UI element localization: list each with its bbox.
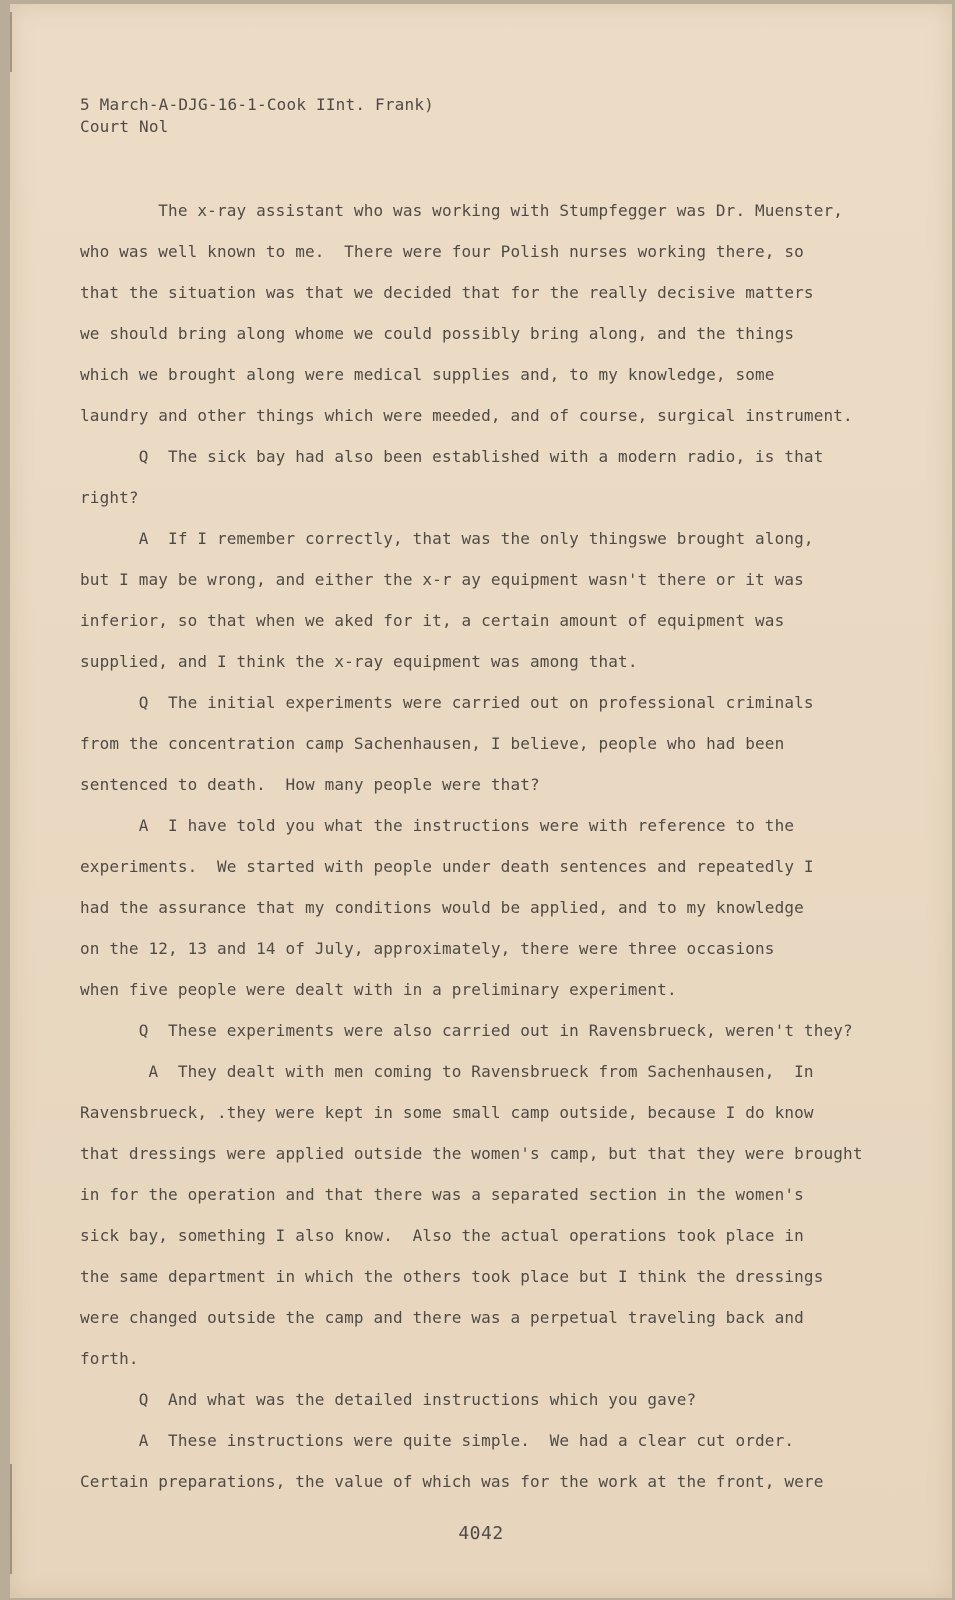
transcript-line: that dressings were applied outside the women's camp, but that they were brought bbox=[80, 1144, 863, 1163]
transcript-body bbox=[80, 190, 900, 1502]
page-edge-mark bbox=[10, 12, 12, 72]
transcript-line: The x-ray assistant who was working with Stumpfegger was Dr. Muenster, bbox=[80, 201, 844, 220]
document-header bbox=[80, 94, 434, 138]
transcript-line: in for the operation and that there was a separated section in the women's bbox=[80, 1185, 804, 1204]
page-number: 4042 bbox=[458, 1523, 504, 1544]
header-court-line: Court Nol bbox=[80, 117, 169, 136]
transcript-line: the same department in which the others took place but I think the dressings bbox=[80, 1267, 824, 1286]
transcript-line: that the situation was that we decided that for the really decisive matters bbox=[80, 283, 814, 302]
transcript-line: sick bay, something I also know. Also the actual operations took place in bbox=[80, 1226, 804, 1245]
transcript-line: we should bring along whome we could possibly bring along, and the things bbox=[80, 324, 795, 343]
transcript-line: Q These experiments were also carried out in Ravensbrueck, weren't they? bbox=[80, 1021, 853, 1040]
transcript-line: when five people were dealt with in a preliminary experiment. bbox=[80, 980, 677, 999]
transcript-line: which we brought along were medical supplies and, to my knowledge, some bbox=[80, 365, 775, 384]
transcript-line: sentenced to death. How many people were that? bbox=[80, 775, 540, 794]
transcript-line: Q The initial experiments were carried out on professional criminals bbox=[80, 693, 814, 712]
transcript-line: from the concentration camp Sachenhausen, I believe, people who had been bbox=[80, 734, 785, 753]
transcript-line: inferior, so that when we aked for it, a certain amount of equipment was bbox=[80, 611, 785, 630]
transcript-line: experiments. We started with people under death sentences and repeatedly I bbox=[80, 857, 814, 876]
document-page bbox=[10, 4, 952, 1598]
transcript-line: A I have told you what the instructions were with reference to the bbox=[80, 816, 795, 835]
transcript-line: Q And what was the detailed instructions which you gave? bbox=[80, 1390, 697, 1409]
transcript-line: forth. bbox=[80, 1349, 139, 1368]
transcript-line: had the assurance that my conditions would be applied, and to my knowledge bbox=[80, 898, 804, 917]
transcript-line: on the 12, 13 and 14 of July, approximately, there were three occasions bbox=[80, 939, 775, 958]
transcript-line: laundry and other things which were meeded, and of course, surgical instrument. bbox=[80, 406, 853, 425]
transcript-line: but I may be wrong, and either the x-r ay equipment wasn't there or it was bbox=[80, 570, 804, 589]
transcript-line: who was well known to me. There were four Polish nurses working there, so bbox=[80, 242, 804, 261]
header-reference-line: 5 March-A-DJG-16-1-Cook IInt. Frank) bbox=[80, 95, 434, 114]
transcript-line: Q The sick bay had also been established with a modern radio, is that bbox=[80, 447, 824, 466]
transcript-line: supplied, and I think the x-ray equipment was among that. bbox=[80, 652, 638, 671]
transcript-line: Ravensbrueck, .they were kept in some small camp outside, because I do know bbox=[80, 1103, 814, 1122]
transcript-line: were changed outside the camp and there was a perpetual traveling back and bbox=[80, 1308, 804, 1327]
page-edge-mark bbox=[10, 1464, 12, 1574]
transcript-line: A They dealt with men coming to Ravensbrueck from Sachenhausen, In bbox=[80, 1062, 814, 1081]
transcript-line: Certain preparations, the value of which was for the work at the front, were bbox=[80, 1472, 824, 1491]
transcript-line: A These instructions were quite simple. We had a clear cut order. bbox=[80, 1431, 795, 1450]
transcript-line: right? bbox=[80, 488, 139, 507]
transcript-line: A If I remember correctly, that was the only thingswe brought along, bbox=[80, 529, 814, 548]
